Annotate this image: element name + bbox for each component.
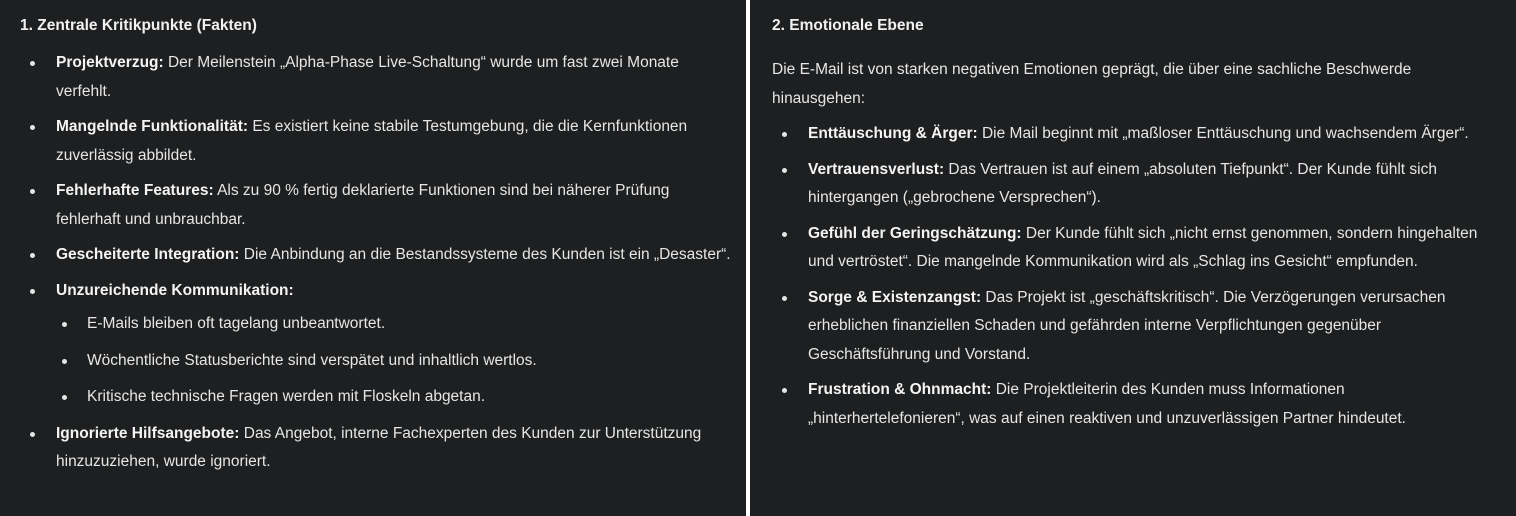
- list-item: [772, 284, 1504, 370]
- item-label: Enttäuschung & Ärger:: [808, 125, 978, 142]
- item-text: Als zu 90 % fertig deklarierte Funktionen sind bei näherer Prüfung fehlerhaft und unbrauchbar.: [56, 182, 670, 228]
- list-item: [20, 420, 734, 477]
- item-text: Es existiert keine stabile Testumgebung, die die Kernfunktionen zuverlässig abbildet.: [56, 118, 688, 164]
- sub-list-item: E-Mails bleiben oft tagelang unbeantwortet.: [56, 310, 734, 339]
- sub-list-item: Kritische technische Fragen werden mit Floskeln abgetan.: [56, 383, 734, 412]
- list-item: [772, 120, 1504, 149]
- right-list: [772, 120, 1504, 433]
- list-item: [772, 376, 1504, 433]
- item-label: Sorge & Existenzangst:: [808, 288, 982, 306]
- left-list: [20, 49, 734, 477]
- item-label: Vertrauensverlust:: [808, 160, 945, 178]
- right-heading: 2. Emotionale Ebene: [772, 17, 924, 34]
- item-text: Der Meilenstein „Alpha-Phase Live-Schaltung“ wurde um fast zwei Monate verfehlt.: [56, 54, 679, 100]
- item-text: Das Angebot, interne Fachexperten des Kunden zur Unterstützung hinzuzuziehen, wurde ignoriert.: [56, 424, 702, 470]
- list-item: [20, 277, 734, 412]
- left-panel: [0, 0, 746, 516]
- list-item: [20, 177, 734, 234]
- item-text: Die Mail beginnt mit „maßloser Enttäuschung und wachsendem Ärger“.: [977, 125, 1469, 142]
- left-heading: 1. Zentrale Kritikpunkte (Fakten): [20, 17, 257, 34]
- item-text: Die Projektleiterin des Kunden muss Informationen „hinterhertelefonieren“, was auf einen reaktiven und unzuverlässigen Partner hindeutet.: [808, 381, 1406, 427]
- list-item: [20, 241, 734, 270]
- right-panel: [750, 0, 1516, 516]
- item-label: Projektverzug:: [56, 54, 164, 71]
- list-item: [20, 113, 734, 170]
- intro-paragraph: Die E-Mail ist von starken negativen Emotionen geprägt, die über eine sachliche Beschwerde hinausgehen:: [772, 61, 1412, 107]
- list-item: [20, 49, 734, 106]
- item-text: Die Anbindung an die Bestandssysteme des Kunden ist ein „Desaster“.: [239, 246, 731, 263]
- item-label: Gefühl der Geringschätzung:: [808, 224, 1022, 242]
- item-text: Das Vertrauen ist auf einem „absoluten Tiefpunkt“. Der Kunde fühlt sich hintergangen („gebrochene Versprechen“).: [808, 160, 1437, 206]
- item-label: Fehlerhafte Features:: [56, 182, 214, 199]
- sub-list: [56, 310, 734, 412]
- list-item: [772, 156, 1504, 213]
- item-label: Unzureichende Kommunikation:: [56, 281, 294, 299]
- item-text: Das Projekt ist „geschäftskritisch“. Die Verzögerungen verursachen erheblichen finanziellen Schaden und gefährden interne Verpflichtungen gegenüber Geschäftsführung und Vorstand.: [808, 288, 1446, 363]
- item-label: Ignorierte Hilfsangebote:: [56, 424, 240, 442]
- item-label: Mangelnde Funktionalität:: [56, 118, 249, 135]
- item-label: Frustration & Ohnmacht:: [808, 381, 992, 398]
- sub-list-item: Wöchentliche Statusberichte sind verspätet und inhaltlich wertlos.: [56, 347, 734, 376]
- list-item: [772, 220, 1504, 277]
- item-text: Der Kunde fühlt sich „nicht ernst genommen, sondern hingehalten und vertröstet“. Die mangelnde Kommunikation wird als „Schlag ins Gesicht“ empfunden.: [808, 224, 1478, 270]
- item-label: Gescheiterte Integration:: [56, 246, 240, 263]
